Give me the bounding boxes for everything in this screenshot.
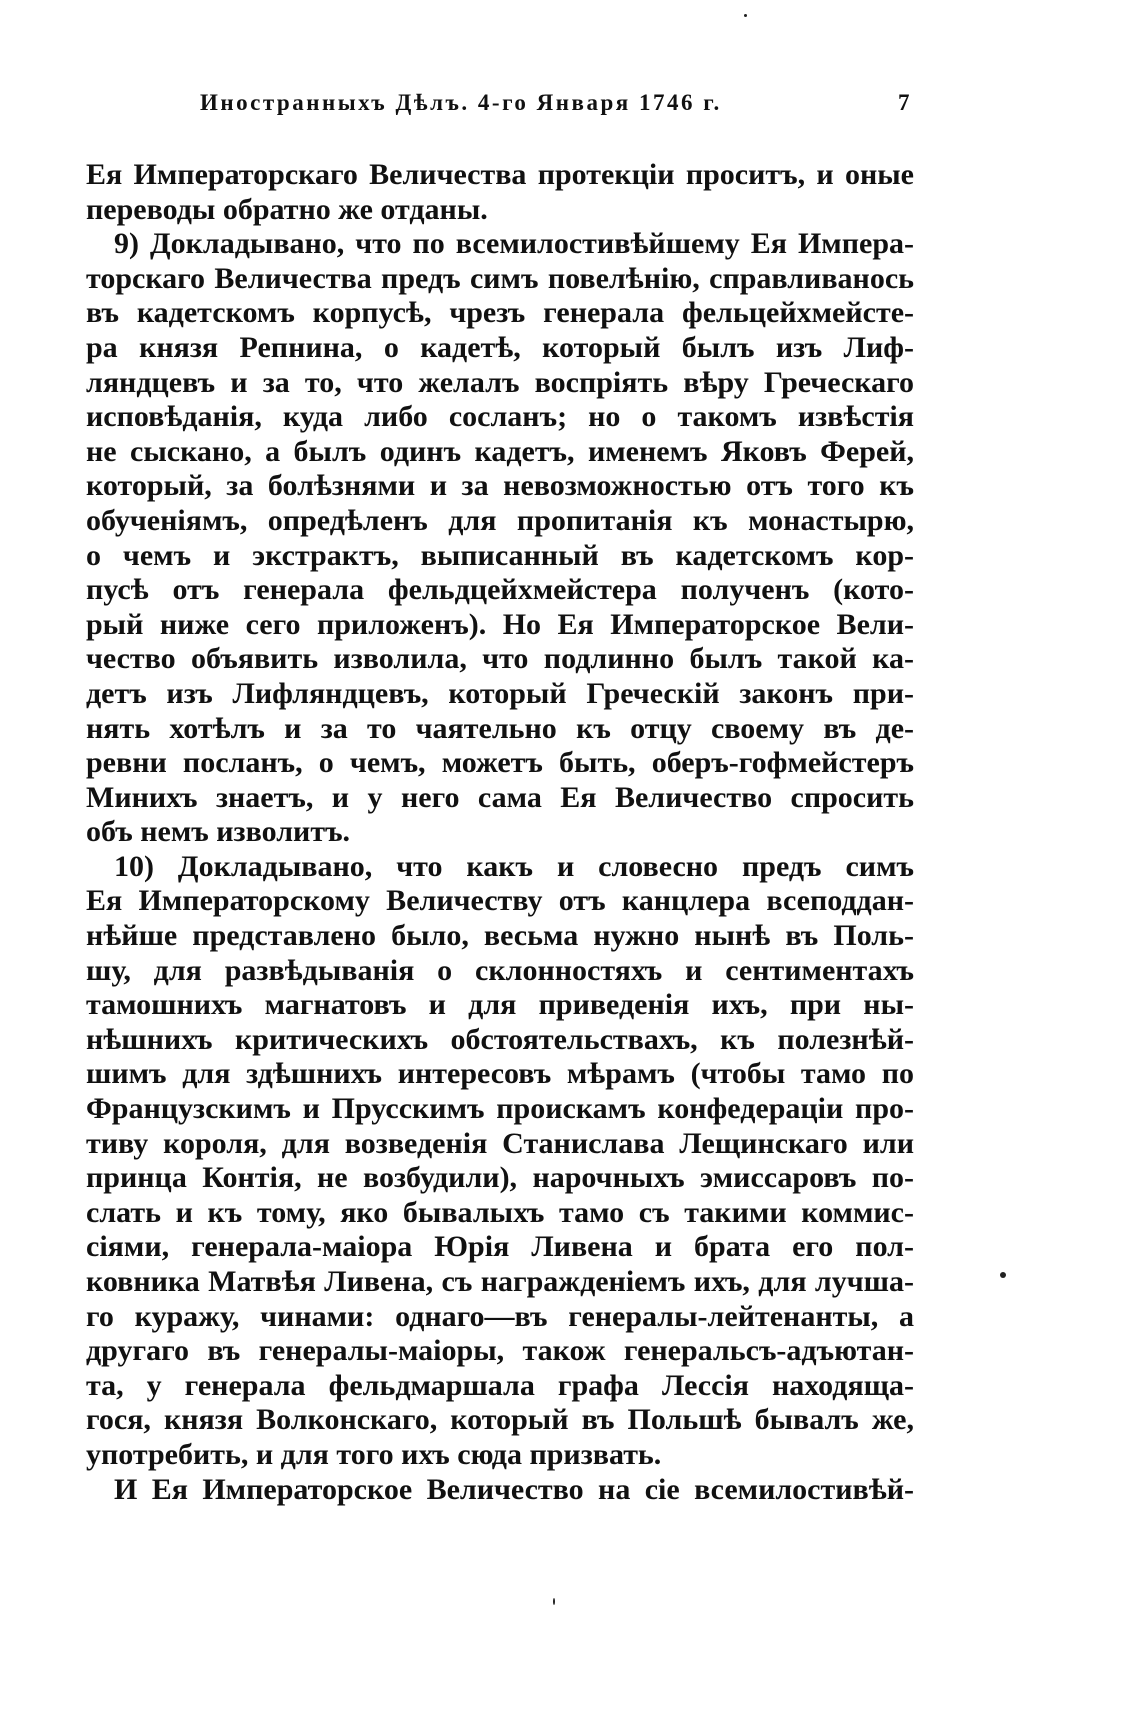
text-line: нѣшнихъ критическихъ обстоятельствахъ, къ полезнѣй-: [86, 1022, 914, 1056]
text-line: сіями, генерала-маіора Юрія Ливена и брата его пол-: [86, 1230, 914, 1264]
text-line: торскаго Величества предъ симъ повелѣнію, справливанось: [86, 261, 914, 295]
ink-speck: [1000, 1272, 1006, 1278]
page-number: 7: [898, 90, 912, 115]
text-line: ковника Матвѣя Ливена, съ награжденіемъ ихъ, для лучша-: [86, 1265, 914, 1298]
text-line: 9) Докладывано, что по всемилостивѣйшему Ея Импера-: [114, 227, 914, 261]
text-line: шимъ для здѣшнихъ интересовъ мѣрамъ (чтобы тамо по: [86, 1057, 914, 1091]
paragraph: [86, 158, 914, 227]
text-line: Ея Императорскаго Величества протекціи проситъ, и оные: [86, 158, 914, 191]
text-line: та, у генерала фельдмаршала графа Лессія находяща-: [86, 1368, 914, 1402]
text-line: переводы обратно же отданы.: [86, 192, 488, 226]
text-line: нѣйше представлено было, весьма нужно нынѣ въ Поль-: [86, 919, 914, 953]
text-line: не сыскано, а былъ одинъ кадетъ, именемъ Яковъ Ферей,: [86, 434, 914, 468]
body-text: [86, 158, 914, 1507]
text-line: употребить, и для того ихъ сюда призвать.: [86, 1437, 662, 1471]
text-line: ляндцевъ и за то, что желалъ воспріять вѣру Греческаго: [86, 365, 914, 399]
text-line: обученіямъ, опредѣленъ для пропитанія къ монастырю,: [86, 503, 914, 537]
text-line: ревни посланъ, о чемъ, можетъ быть, оберъ-гофмейстеръ: [86, 746, 914, 780]
text-line: 10) Докладывано, что какъ и словесно предъ симъ: [114, 849, 914, 883]
text-line: объ немъ изволитъ.: [86, 815, 351, 849]
paragraph: [86, 1473, 914, 1508]
text-line: рый ниже сего приложенъ). Но Ея Императорское Вели-: [86, 607, 914, 641]
text-line: Ея Императорскому Величеству отъ канцлера всеподдан-: [86, 884, 914, 918]
text-line: гося, князя Волконскаго, который въ Польшѣ бывалъ же,: [86, 1403, 914, 1437]
text-line: чество объявить изволила, что подлинно былъ такой ка-: [86, 642, 914, 676]
paragraph: [86, 850, 914, 1473]
running-title: Иностранныхъ Дѣлъ. 4-го Января 1746 г.: [200, 90, 722, 115]
text-line: тамошнихъ магнатовъ и для приведенія ихъ, при ны-: [86, 988, 914, 1022]
text-line: И Ея Императорское Величество на сіе всемилостивѣй-: [114, 1472, 914, 1506]
ink-speck: [744, 14, 747, 17]
ink-speck: [553, 1598, 555, 1605]
text-line: тиву короля, для возведенія Станислава Лещинскаго или: [86, 1126, 914, 1160]
text-line: ра князя Репнина, о кадетѣ, который былъ изъ Лиф-: [86, 330, 914, 364]
text-line: детъ изъ Лифляндцевъ, который Греческій законъ при-: [86, 676, 914, 710]
text-line: принца Контія, не возбудили), нарочныхъ эмиссаровъ по-: [86, 1161, 914, 1195]
text-line: въ кадетскомъ корпусѣ, чрезъ генерала фельцейхмейсте-: [86, 296, 914, 330]
text-line: Французскимъ и Прусскимъ проискамъ конфедераціи про-: [86, 1092, 914, 1126]
text-line: другаго въ генералы-маіоры, також генеральсъ-адъютан-: [86, 1334, 914, 1368]
paragraph: [86, 227, 914, 850]
text-line: Минихъ знаетъ, и у него сама Ея Величество спросить: [86, 780, 914, 814]
text-line: шу, для развѣдыванія о склонностяхъ и сентиментахъ: [86, 953, 914, 987]
running-header: [0, 90, 1140, 130]
text-line: нять хотѣлъ и за то чаятельно къ отцу своему въ де-: [86, 711, 914, 745]
text-line: который, за болѣзнями и за невозможностью отъ того къ: [86, 469, 914, 503]
text-line: исповѣданія, куда либо сосланъ; но о такомъ извѣстія: [86, 400, 914, 434]
text-line: слать и къ тому, яко бывалыхъ тамо съ такими коммис-: [86, 1195, 914, 1229]
text-line: го куражу, чинами: однаго—въ генералы-лейтенанты, а: [86, 1299, 914, 1333]
text-line: о чемъ и экстрактъ, выписанный въ кадетскомъ кор-: [86, 538, 914, 572]
text-line: пусѣ отъ генерала фельдцейхмейстера полученъ (кото-: [86, 573, 914, 607]
